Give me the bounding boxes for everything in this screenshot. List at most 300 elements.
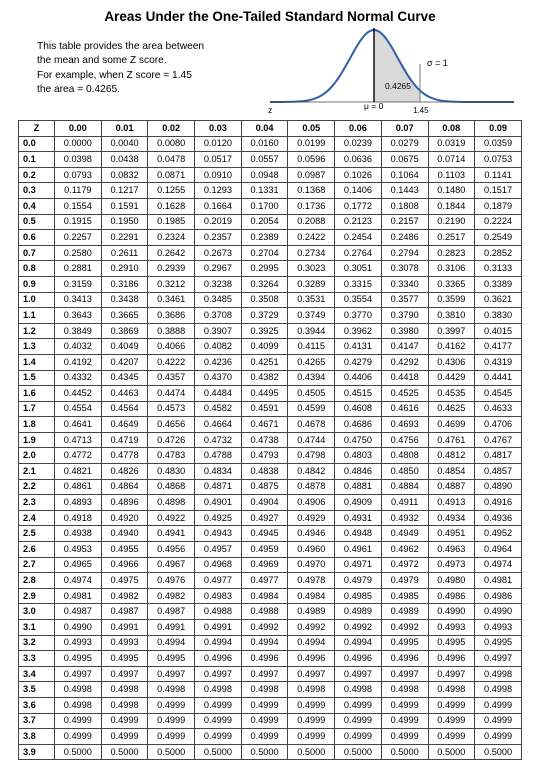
z-value-cell: 1.1 [19,308,55,324]
area-cell: 0.2054 [241,214,288,230]
column-header: 0.09 [475,121,522,137]
area-cell: 0.4999 [148,713,195,729]
area-cell: 0.1517 [475,183,522,199]
area-cell: 0.1808 [381,198,428,214]
area-cell: 0.4994 [195,635,242,651]
area-cell: 0.2823 [428,245,475,261]
area-cell: 0.1915 [55,214,102,230]
area-cell: 0.4997 [101,666,148,682]
area-cell: 0.3749 [288,308,335,324]
area-cell: 0.5000 [428,744,475,760]
area-cell: 0.4545 [475,386,522,402]
z-value-cell: 3.5 [19,682,55,698]
area-cell: 0.4656 [148,417,195,433]
area-cell: 0.4987 [101,604,148,620]
area-cell: 0.4463 [101,386,148,402]
table-row [19,651,522,667]
area-cell: 0.0199 [288,136,335,152]
area-cell: 0.4999 [55,713,102,729]
area-cell: 0.3485 [195,292,242,308]
area-cell: 0.4997 [195,666,242,682]
area-cell: 0.4974 [475,557,522,573]
area-cell: 0.1293 [195,183,242,199]
area-cell: 0.4999 [101,729,148,745]
table-row [19,339,522,355]
area-cell: 0.3264 [241,276,288,292]
area-cell: 0.2517 [428,230,475,246]
area-cell: 0.4671 [241,417,288,433]
area-cell: 0.3340 [381,276,428,292]
area-cell: 0.4999 [381,729,428,745]
area-cell: 0.4995 [148,651,195,667]
z-value-cell: 0.9 [19,276,55,292]
table-row [19,744,522,760]
area-cell: 0.4857 [475,464,522,480]
area-cell: 0.3729 [241,308,288,324]
area-cell: 0.4429 [428,370,475,386]
table-row [19,198,522,214]
page-title: Areas Under the One-Tailed Standard Normal Curve [104,9,436,24]
column-header: 0.05 [288,121,335,137]
area-cell: 0.3708 [195,308,242,324]
area-cell: 0.4916 [475,495,522,511]
area-cell: 0.4265 [288,354,335,370]
area-cell: 0.2852 [475,245,522,261]
area-cell: 0.4890 [475,479,522,495]
area-cell: 0.4999 [428,713,475,729]
area-cell: 0.4452 [55,386,102,402]
area-cell: 0.4906 [288,495,335,511]
table-row [19,526,522,542]
area-cell: 0.0910 [195,167,242,183]
area-cell: 0.4998 [381,682,428,698]
area-cell: 0.4998 [148,682,195,698]
table-row [19,682,522,698]
area-cell: 0.0438 [101,152,148,168]
z-value-cell: 3.6 [19,697,55,713]
area-cell: 0.4964 [475,542,522,558]
area-cell: 0.4999 [288,697,335,713]
area-cell: 0.4633 [475,401,522,417]
area-cell: 0.0793 [55,167,102,183]
area-cell: 0.4599 [288,401,335,417]
area-cell: 0.2190 [428,214,475,230]
area-cell: 0.4995 [428,635,475,651]
area-cell: 0.4952 [475,526,522,542]
area-cell: 0.4192 [55,354,102,370]
table-row [19,510,522,526]
z-axis-label: z [268,105,273,115]
area-cell: 0.4995 [101,651,148,667]
area-cell: 0.4332 [55,370,102,386]
area-cell: 0.0557 [241,152,288,168]
area-cell: 0.4997 [428,666,475,682]
area-cell: 0.4945 [241,526,288,542]
area-cell: 0.4999 [241,697,288,713]
area-cell: 0.4821 [55,464,102,480]
table-row [19,495,522,511]
area-cell: 0.4893 [55,495,102,511]
area-cell: 0.4887 [428,479,475,495]
area-cell: 0.3643 [55,308,102,324]
area-cell: 0.1480 [428,183,475,199]
intro-line: This table provides the area between [37,41,205,52]
area-cell: 0.5000 [241,744,288,760]
area-cell: 0.4972 [381,557,428,573]
area-cell: 0.4999 [101,713,148,729]
area-cell: 0.4535 [428,386,475,402]
area-cell: 0.4382 [241,370,288,386]
area-cell: 0.4778 [101,448,148,464]
area-cell: 0.4988 [195,604,242,620]
area-cell: 0.4999 [428,697,475,713]
area-cell: 0.4995 [55,651,102,667]
area-cell: 0.4554 [55,401,102,417]
area-cell: 0.4999 [241,713,288,729]
area-cell: 0.3186 [101,276,148,292]
table-row [19,713,522,729]
area-cell: 0.0753 [475,152,522,168]
column-header: 0.00 [55,121,102,137]
z-value-cell: 3.8 [19,729,55,745]
area-cell: 0.4966 [101,557,148,573]
table-row [19,573,522,589]
area-cell: 0.4992 [288,620,335,636]
area-cell: 0.1443 [381,183,428,199]
area-cell: 0.4484 [195,386,242,402]
area-cell: 0.3413 [55,292,102,308]
area-cell: 0.1255 [148,183,195,199]
area-cell: 0.4319 [475,354,522,370]
area-cell: 0.4761 [428,432,475,448]
area-cell: 0.3962 [335,323,382,339]
area-cell: 0.4998 [55,697,102,713]
area-cell: 0.4990 [475,604,522,620]
area-cell: 0.3925 [241,323,288,339]
area-cell: 0.4990 [428,604,475,620]
area-cell: 0.3554 [335,292,382,308]
area-cell: 0.4846 [335,464,382,480]
area-cell: 0.4997 [288,666,335,682]
area-cell: 0.4826 [101,464,148,480]
area-cell: 0.4147 [381,339,428,355]
z-value-cell: 2.4 [19,510,55,526]
area-cell: 0.4975 [101,573,148,589]
area-cell: 0.4066 [148,339,195,355]
table-row [19,432,522,448]
area-cell: 0.4996 [288,651,335,667]
area-cell: 0.4830 [148,464,195,480]
area-cell: 0.4798 [288,448,335,464]
table-row [19,276,522,292]
sigma-label: σ = 1 [427,58,448,68]
area-cell: 0.4960 [288,542,335,558]
area-cell: 0.4996 [381,651,428,667]
area-cell: 0.4474 [148,386,195,402]
area-cell: 0.1554 [55,198,102,214]
area-cell: 0.4838 [241,464,288,480]
area-cell: 0.4505 [288,386,335,402]
area-cell: 0.4999 [335,713,382,729]
area-cell: 0.2257 [55,230,102,246]
table-row [19,479,522,495]
area-cell: 0.2794 [381,245,428,261]
area-cell: 0.1141 [475,167,522,183]
z-value-cell: 3.3 [19,651,55,667]
area-cell: 0.4015 [475,323,522,339]
area-cell: 0.4370 [195,370,242,386]
z-value-cell: 3.9 [19,744,55,760]
area-cell: 0.2611 [101,245,148,261]
area-cell: 0.4979 [335,573,382,589]
area-cell: 0.4998 [475,666,522,682]
area-cell: 0.4997 [148,666,195,682]
area-cell: 0.4999 [195,729,242,745]
area-cell: 0.4920 [101,510,148,526]
area-cell: 0.4985 [381,588,428,604]
area-cell: 0.3665 [101,308,148,324]
area-cell: 0.0636 [335,152,382,168]
area-cell: 0.4732 [195,432,242,448]
table-row [19,183,522,199]
z-value-cell: 2.8 [19,573,55,589]
area-cell: 0.4981 [55,588,102,604]
area-cell: 0.1331 [241,183,288,199]
column-header: 0.04 [241,121,288,137]
area-cell: 0.4948 [335,526,382,542]
area-cell: 0.4099 [241,339,288,355]
area-cell: 0.4992 [335,620,382,636]
area-cell: 0.2088 [288,214,335,230]
area-cell: 0.0319 [428,136,475,152]
area-cell: 0.4279 [335,354,382,370]
area-cell: 0.4115 [288,339,335,355]
z-value-cell: 0.3 [19,183,55,199]
area-cell: 0.4756 [381,432,428,448]
area-cell: 0.4931 [335,510,382,526]
area-cell: 0.2580 [55,245,102,261]
area-cell: 0.0000 [55,136,102,152]
area-cell: 0.2967 [195,261,242,277]
area-cell: 0.4406 [335,370,382,386]
area-cell: 0.4984 [241,588,288,604]
area-cell: 0.4591 [241,401,288,417]
area-cell: 0.5000 [148,744,195,760]
area-cell: 0.4904 [241,495,288,511]
area-cell: 0.4983 [195,588,242,604]
z-value-cell: 1.6 [19,386,55,402]
area-cell: 0.4999 [335,697,382,713]
area-cell: 0.4999 [148,729,195,745]
area-cell: 0.4871 [195,479,242,495]
area-cell: 0.4987 [148,604,195,620]
z-value-cell: 0.6 [19,230,55,246]
area-cell: 0.5000 [195,744,242,760]
area-cell: 0.4999 [335,729,382,745]
area-cell: 0.4956 [148,542,195,558]
area-cell: 0.0359 [475,136,522,152]
z-value-cell: 2.5 [19,526,55,542]
area-cell: 0.4394 [288,370,335,386]
area-cell: 0.4988 [241,604,288,620]
area-cell: 0.4251 [241,354,288,370]
area-cell: 0.1879 [475,198,522,214]
area-cell: 0.4980 [428,573,475,589]
table-row [19,323,522,339]
area-cell: 0.4999 [381,713,428,729]
area-cell: 0.4986 [475,588,522,604]
area-cell: 0.4686 [335,417,382,433]
table-row [19,292,522,308]
area-cell: 0.0239 [335,136,382,152]
area-cell: 0.0120 [195,136,242,152]
area-cell: 0.4357 [148,370,195,386]
area-cell: 0.4573 [148,401,195,417]
area-cell: 0.4943 [195,526,242,542]
z-value-label: 1.45 [413,106,429,115]
area-cell: 0.0160 [241,136,288,152]
area-cell: 0.0478 [148,152,195,168]
z-value-cell: 1.4 [19,354,55,370]
area-cell: 0.1368 [288,183,335,199]
area-cell: 0.2123 [335,214,382,230]
z-value-cell: 2.9 [19,588,55,604]
area-cell: 0.4990 [55,620,102,636]
column-header: 0.08 [428,121,475,137]
area-cell: 0.4999 [148,697,195,713]
z-value-cell: 1.0 [19,292,55,308]
z-value-cell: 0.5 [19,214,55,230]
area-cell: 0.4441 [475,370,522,386]
area-cell: 0.2291 [101,230,148,246]
area-cell: 0.4999 [241,729,288,745]
area-cell: 0.3212 [148,276,195,292]
area-cell: 0.1103 [428,167,475,183]
area-cell: 0.1772 [335,198,382,214]
area-cell: 0.3621 [475,292,522,308]
area-cell: 0.4969 [241,557,288,573]
area-cell: 0.4978 [288,573,335,589]
area-cell: 0.4986 [428,588,475,604]
table-row [19,604,522,620]
area-cell: 0.4861 [55,479,102,495]
area-cell: 0.4999 [288,729,335,745]
area-cell: 0.4842 [288,464,335,480]
area-cell: 0.4984 [288,588,335,604]
area-cell: 0.4999 [475,713,522,729]
table-row [19,635,522,651]
table-row [19,557,522,573]
area-cell: 0.4693 [381,417,428,433]
area-cell: 0.5000 [101,744,148,760]
area-cell: 0.4994 [288,635,335,651]
area-cell: 0.2549 [475,230,522,246]
area-cell: 0.0279 [381,136,428,152]
area-cell: 0.4998 [195,682,242,698]
area-cell: 0.2389 [241,230,288,246]
area-cell: 0.4082 [195,339,242,355]
area-cell: 0.5000 [288,744,335,760]
table-row [19,214,522,230]
area-cell: 0.4726 [148,432,195,448]
area-cell: 0.4977 [195,573,242,589]
area-cell: 0.4981 [475,573,522,589]
area-cell: 0.3810 [428,308,475,324]
area-cell: 0.4738 [241,432,288,448]
area-cell: 0.4998 [55,682,102,698]
area-cell: 0.4922 [148,510,195,526]
area-cell: 0.0948 [241,167,288,183]
area-cell: 0.2324 [148,230,195,246]
table-row [19,308,522,324]
intro-text [37,40,237,97]
table-row [19,167,522,183]
table-row [19,354,522,370]
area-cell: 0.4854 [428,464,475,480]
area-cell: 0.3577 [381,292,428,308]
z-value-cell: 0.7 [19,245,55,261]
area-cell: 0.4236 [195,354,242,370]
table-row [19,401,522,417]
area-cell: 0.4788 [195,448,242,464]
area-cell: 0.0675 [381,152,428,168]
area-cell: 0.3106 [428,261,475,277]
area-cell: 0.1664 [195,198,242,214]
z-value-cell: 2.2 [19,479,55,495]
area-cell: 0.4967 [148,557,195,573]
z-value-cell: 2.0 [19,448,55,464]
area-cell: 0.4032 [55,339,102,355]
area-cell: 0.4292 [381,354,428,370]
area-cell: 0.3869 [101,323,148,339]
table-row [19,230,522,246]
area-cell: 0.2734 [288,245,335,261]
area-cell: 0.3686 [148,308,195,324]
area-cell: 0.2422 [288,230,335,246]
z-value-cell: 0.1 [19,152,55,168]
shaded-area [374,30,420,102]
area-cell: 0.3508 [241,292,288,308]
area-cell: 0.4965 [55,557,102,573]
area-cell: 0.4996 [428,651,475,667]
area-cell: 0.1844 [428,198,475,214]
area-cell: 0.4884 [381,479,428,495]
area-cell: 0.4306 [428,354,475,370]
area-cell: 0.4999 [475,697,522,713]
area-cell: 0.4999 [195,713,242,729]
area-cell: 0.4982 [101,588,148,604]
area-cell: 0.4772 [55,448,102,464]
area-cell: 0.4991 [195,620,242,636]
area-cell: 0.4999 [428,729,475,745]
area-cell: 0.2157 [381,214,428,230]
area-cell: 0.4951 [428,526,475,542]
area-cell: 0.3907 [195,323,242,339]
table-row [19,245,522,261]
area-cell: 0.4999 [475,729,522,745]
area-cell: 0.4719 [101,432,148,448]
table-row [19,370,522,386]
area-cell: 0.4222 [148,354,195,370]
area-cell: 0.4868 [148,479,195,495]
area-cell: 0.4817 [475,448,522,464]
area-cell: 0.4992 [241,620,288,636]
area-cell: 0.2642 [148,245,195,261]
area-cell: 0.4997 [241,666,288,682]
area-cell: 0.3531 [288,292,335,308]
area-cell: 0.4976 [148,573,195,589]
intro-line: the area = 0.4265. [37,83,120,95]
